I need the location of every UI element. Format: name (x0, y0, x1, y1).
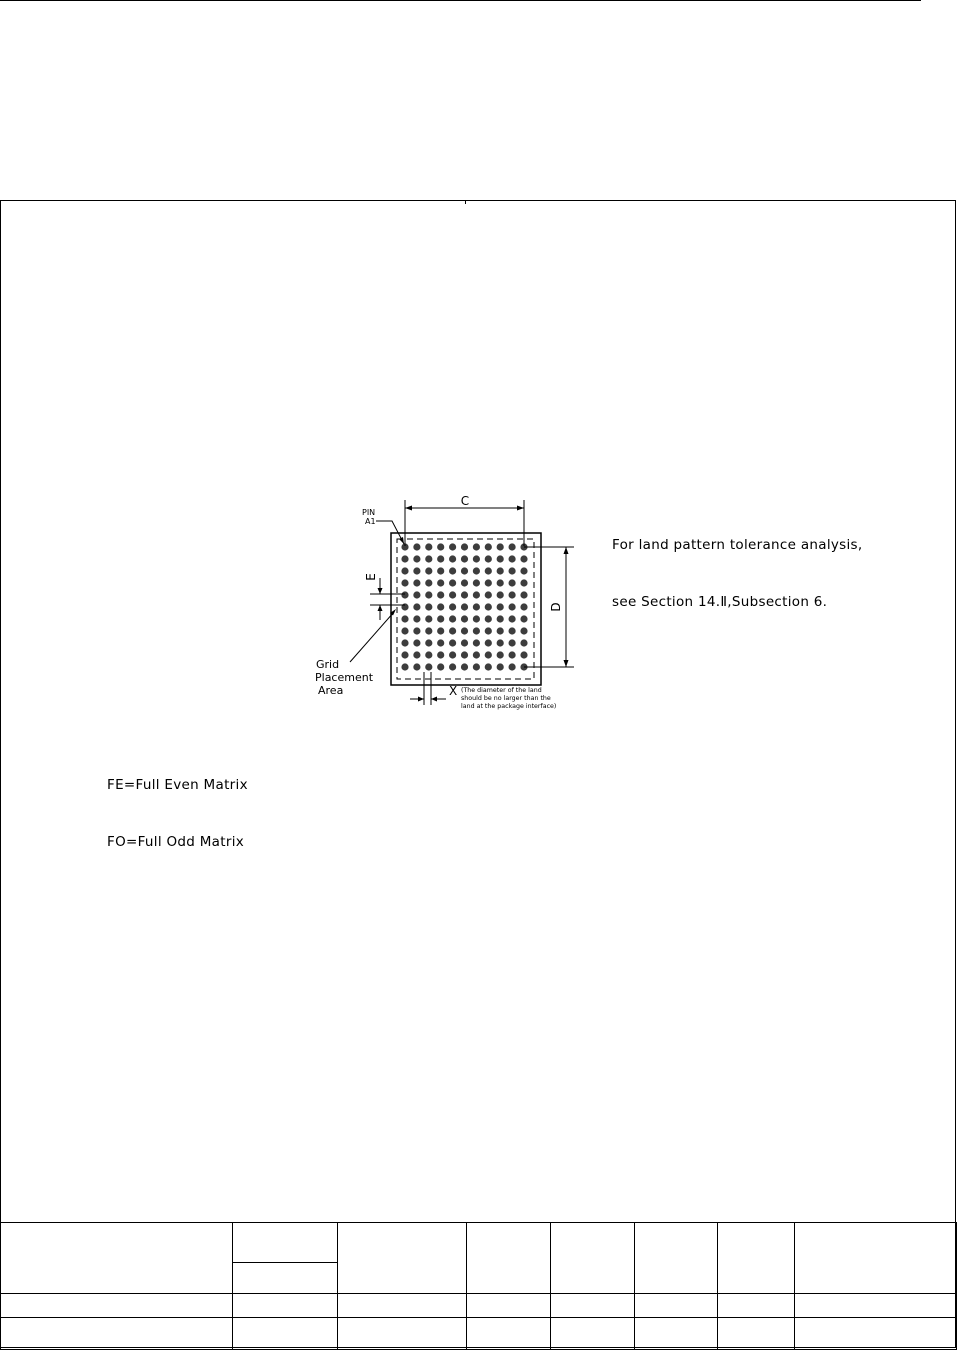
land-pad (508, 591, 515, 598)
land-pad (401, 567, 408, 574)
land-pad (413, 639, 420, 646)
pin-label-line-1: PIN (362, 508, 376, 517)
land-pad (461, 555, 468, 562)
land-pad (497, 543, 504, 550)
land-pad (485, 543, 492, 550)
land-pad (437, 555, 444, 562)
land-pad (497, 603, 504, 610)
dim-x-label: X (449, 684, 458, 698)
table-cell (338, 1318, 467, 1350)
land-pad (508, 663, 515, 670)
land-pad (461, 615, 468, 622)
grid-label-line-1: Grid (316, 658, 340, 671)
land-pad (520, 639, 527, 646)
land-pad (497, 567, 504, 574)
land-pad (520, 555, 527, 562)
x-note-line-2: should be no larger than the (461, 695, 551, 702)
land-pad (401, 555, 408, 562)
land-pad (449, 639, 456, 646)
land-pad (449, 555, 456, 562)
land-pad (485, 627, 492, 634)
land-pad (473, 627, 480, 634)
header-cell (467, 1223, 551, 1294)
land-pad (425, 603, 432, 610)
x-note-line-3: land at the package interface) (461, 703, 557, 710)
land-pad (425, 615, 432, 622)
header-cell (233, 1223, 338, 1263)
header-cell (1, 1223, 233, 1294)
land-pad (425, 651, 432, 658)
grid-label-line-2: Placement (315, 671, 374, 684)
x-note-line-1: (The diameter of the land (461, 687, 542, 694)
table-cell (338, 1294, 467, 1318)
land-pad (520, 603, 527, 610)
matrix-legend (107, 738, 248, 871)
land-pad (413, 627, 420, 634)
land-pad (497, 579, 504, 586)
grid-label-line-3: Area (318, 684, 344, 697)
land-pad (413, 567, 420, 574)
land-pad (461, 663, 468, 670)
table-cell (635, 1294, 718, 1318)
land-pad (461, 639, 468, 646)
land-pad (473, 555, 480, 562)
land-pad (508, 651, 515, 658)
land-pad (449, 591, 456, 598)
dim-d-label: D (549, 602, 563, 612)
land-matrix (401, 543, 527, 670)
table-header-row-1 (1, 1223, 957, 1263)
land-pad (485, 615, 492, 622)
land-pad (425, 627, 432, 634)
pin-label-line-2: A1 (365, 517, 376, 526)
land-pad (497, 555, 504, 562)
land-pad (449, 627, 456, 634)
land-pad (401, 639, 408, 646)
land-pad (485, 567, 492, 574)
header-subcell (233, 1263, 338, 1294)
table-row (1, 1294, 957, 1318)
table-cell (795, 1294, 957, 1318)
land-pad (449, 663, 456, 670)
table-cell (795, 1318, 957, 1350)
table-cell (233, 1294, 338, 1318)
table-cell (1, 1294, 233, 1318)
land-pad (437, 651, 444, 658)
land-pad (401, 603, 408, 610)
land-pad (473, 567, 480, 574)
land-pad (413, 591, 420, 598)
land-pad (437, 543, 444, 550)
table-cell (718, 1318, 795, 1350)
land-pad (461, 651, 468, 658)
land-pad (485, 591, 492, 598)
land-pad (401, 591, 408, 598)
land-pad (508, 555, 515, 562)
land-pad (473, 663, 480, 670)
matrix-legend-fe: FE=Full Even Matrix (107, 777, 248, 793)
land-pad (497, 651, 504, 658)
land-pad (520, 579, 527, 586)
land-pad (425, 663, 432, 670)
land-pad (401, 651, 408, 658)
land-pad (473, 615, 480, 622)
land-pad (473, 543, 480, 550)
land-pad (520, 591, 527, 598)
land-pad (508, 603, 515, 610)
land-pad (520, 627, 527, 634)
land-pad (485, 579, 492, 586)
table-cell (551, 1294, 635, 1318)
land-pad (461, 579, 468, 586)
table-cell (718, 1294, 795, 1318)
dim-e-label: E (364, 573, 378, 581)
land-pad (461, 591, 468, 598)
land-pad (401, 663, 408, 670)
table-cell (467, 1294, 551, 1318)
land-pad (449, 543, 456, 550)
land-pad (437, 615, 444, 622)
table-cell (467, 1318, 551, 1350)
land-pad (413, 603, 420, 610)
land-pad (485, 603, 492, 610)
land-pad (508, 627, 515, 634)
land-pad (485, 651, 492, 658)
land-pad (413, 651, 420, 658)
land-pad (485, 639, 492, 646)
land-pad (461, 627, 468, 634)
dimension-table (0, 1222, 957, 1350)
land-pad (473, 603, 480, 610)
land-pad (508, 543, 515, 550)
land-pad (401, 627, 408, 634)
land-pad (497, 591, 504, 598)
land-pad (449, 615, 456, 622)
land-pad (401, 579, 408, 586)
dim-e-arrows (378, 588, 383, 611)
pin-a1-arrow (399, 537, 404, 544)
tolerance-note (612, 498, 862, 631)
land-pad (413, 663, 420, 670)
land-pad (425, 567, 432, 574)
land-pad (461, 567, 468, 574)
table-cell (233, 1318, 338, 1350)
land-pad (497, 663, 504, 670)
dim-x-arrows (418, 697, 437, 702)
land-pad (425, 591, 432, 598)
dim-c-label: C (460, 494, 470, 508)
land-pad (401, 615, 408, 622)
table-row (1, 1318, 957, 1350)
grid-area-leader (350, 612, 394, 662)
tolerance-note-line-2: see Section 14.Ⅱ,Subsection 6. (612, 594, 828, 610)
land-pad (473, 639, 480, 646)
land-pad (413, 579, 420, 586)
land-pad (449, 579, 456, 586)
land-pad (449, 651, 456, 658)
land-pad (508, 639, 515, 646)
land-pad (520, 567, 527, 574)
land-pad (425, 639, 432, 646)
land-pad (425, 555, 432, 562)
land-pad (497, 639, 504, 646)
land-pad (485, 555, 492, 562)
land-pad (437, 591, 444, 598)
land-pad (413, 543, 420, 550)
land-pad (461, 603, 468, 610)
land-pad (437, 663, 444, 670)
table-cell (1, 1318, 233, 1350)
land-pad (497, 627, 504, 634)
land-pad (425, 543, 432, 550)
header-cell (795, 1223, 957, 1294)
table-cell (551, 1318, 635, 1350)
land-pad (437, 603, 444, 610)
land-pad (461, 543, 468, 550)
land-pad (449, 567, 456, 574)
land-pad (425, 579, 432, 586)
land-pad (508, 567, 515, 574)
land-pad (473, 591, 480, 598)
land-pad (437, 627, 444, 634)
land-pad (508, 579, 515, 586)
land-pad (437, 567, 444, 574)
land-pad (437, 639, 444, 646)
land-pad (485, 663, 492, 670)
land-pad (413, 615, 420, 622)
matrix-legend-fo: FO=Full Odd Matrix (107, 834, 245, 850)
land-pad (473, 651, 480, 658)
land-pad (437, 579, 444, 586)
land-pad (520, 615, 527, 622)
tolerance-note-line-1: For land pattern tolerance analysis, (612, 537, 863, 553)
land-pad (449, 603, 456, 610)
header-cell (551, 1223, 635, 1294)
land-pad (473, 579, 480, 586)
header-cell (718, 1223, 795, 1294)
land-pad (497, 615, 504, 622)
table-cell (635, 1318, 718, 1350)
header-cell (635, 1223, 718, 1294)
header-cell (338, 1223, 467, 1294)
land-pad (520, 651, 527, 658)
land-pad (508, 615, 515, 622)
land-pad (413, 555, 420, 562)
